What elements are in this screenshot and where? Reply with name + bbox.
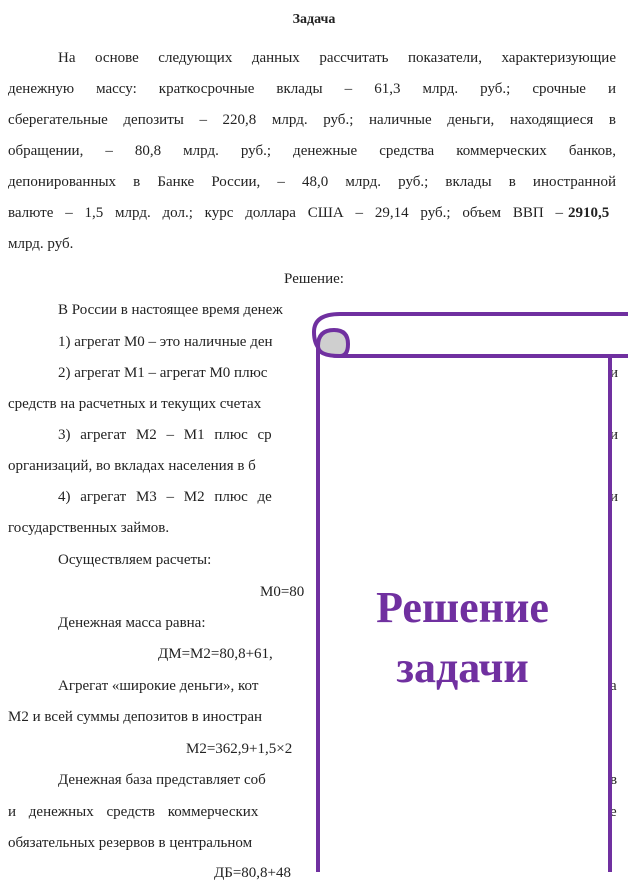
solution-line-6: организаций, во вкладах населения в б <box>8 458 256 474</box>
problem-line-7: млрд. руб. <box>8 236 74 252</box>
solution-line-17-end: е <box>610 804 617 820</box>
solution-line-14: М2 и всей суммы депозитов в иностран <box>8 709 263 725</box>
problem-line-4: обращении, – 80,8 млрд. руб.; денежные средства коммерческих банков, <box>8 143 616 159</box>
formula-m0: М0=80 <box>260 584 305 600</box>
solution-line-3: 2) агрегат М1 – агрегат М0 плюс <box>58 365 268 381</box>
solution-line-3-end: и <box>610 365 619 381</box>
solution-line-7-end: и <box>610 489 619 505</box>
solution-line-5: 3) агрегат М2 – М1 плюс ср <box>58 427 272 443</box>
solution-line-18: обязательных резервов в центральном <box>8 835 253 851</box>
solution-line-2: 1) агрегат М0 – это наличные ден <box>58 334 273 350</box>
solution-line-11: Денежная масса равна: <box>58 615 206 631</box>
scroll-curl <box>318 330 348 356</box>
problem-line-6: валюте – 1,5 млрд. дол.; курс доллара США – 29,14 руб.; объем ВВП – <box>8 205 563 221</box>
scroll-caption <box>320 578 605 698</box>
gdp-value: 2910,5 <box>568 205 610 221</box>
solution-line-7: 4) агрегат М3 – М2 плюс де <box>58 489 272 505</box>
solution-line-8: государственных займов. <box>8 520 170 536</box>
problem-line-5: депонированных в Банке России, – 48,0 млрд. руб.; вклады в иностранной <box>8 174 616 190</box>
caption-line-2: задачи <box>396 643 529 692</box>
problem-line-2: денежную массу: краткосрочные вклады – 61,3 млрд. руб.; срочные и <box>8 81 616 97</box>
solution-line-16: Денежная база представляет соб <box>58 772 266 788</box>
solution-line-4: средств на расчетных и текущих счетах <box>8 396 262 412</box>
solution-line-13-end: а <box>610 678 617 694</box>
solution-line-17: и денежных средств коммерческих <box>8 804 259 820</box>
formula-monetary-base: ДБ=80,8+48 <box>214 865 292 881</box>
problem-title: Задача <box>292 12 336 27</box>
solution-line-9: Осуществляем расчеты: <box>58 552 212 568</box>
formula-m2: М2=362,9+1,5×2 <box>186 741 293 757</box>
solution-heading: Решение: <box>284 271 344 287</box>
solution-line-5-end: и <box>610 427 619 443</box>
formula-money-mass: ДМ=М2=80,8+61, <box>158 646 273 662</box>
solution-line-13: Агрегат «широкие деньги», кот <box>58 678 259 694</box>
caption-line-1: Решение <box>376 583 549 632</box>
problem-line-3: сберегательные депозиты – 220,8 млрд. руб.; наличные деньги, находящиеся в <box>8 112 616 128</box>
solution-line-1: В России в настоящее время денеж <box>58 302 283 318</box>
solution-line-16-end: в <box>610 772 618 788</box>
problem-line-1: На основе следующих данных рассчитать показатели, характеризующие <box>58 50 616 66</box>
